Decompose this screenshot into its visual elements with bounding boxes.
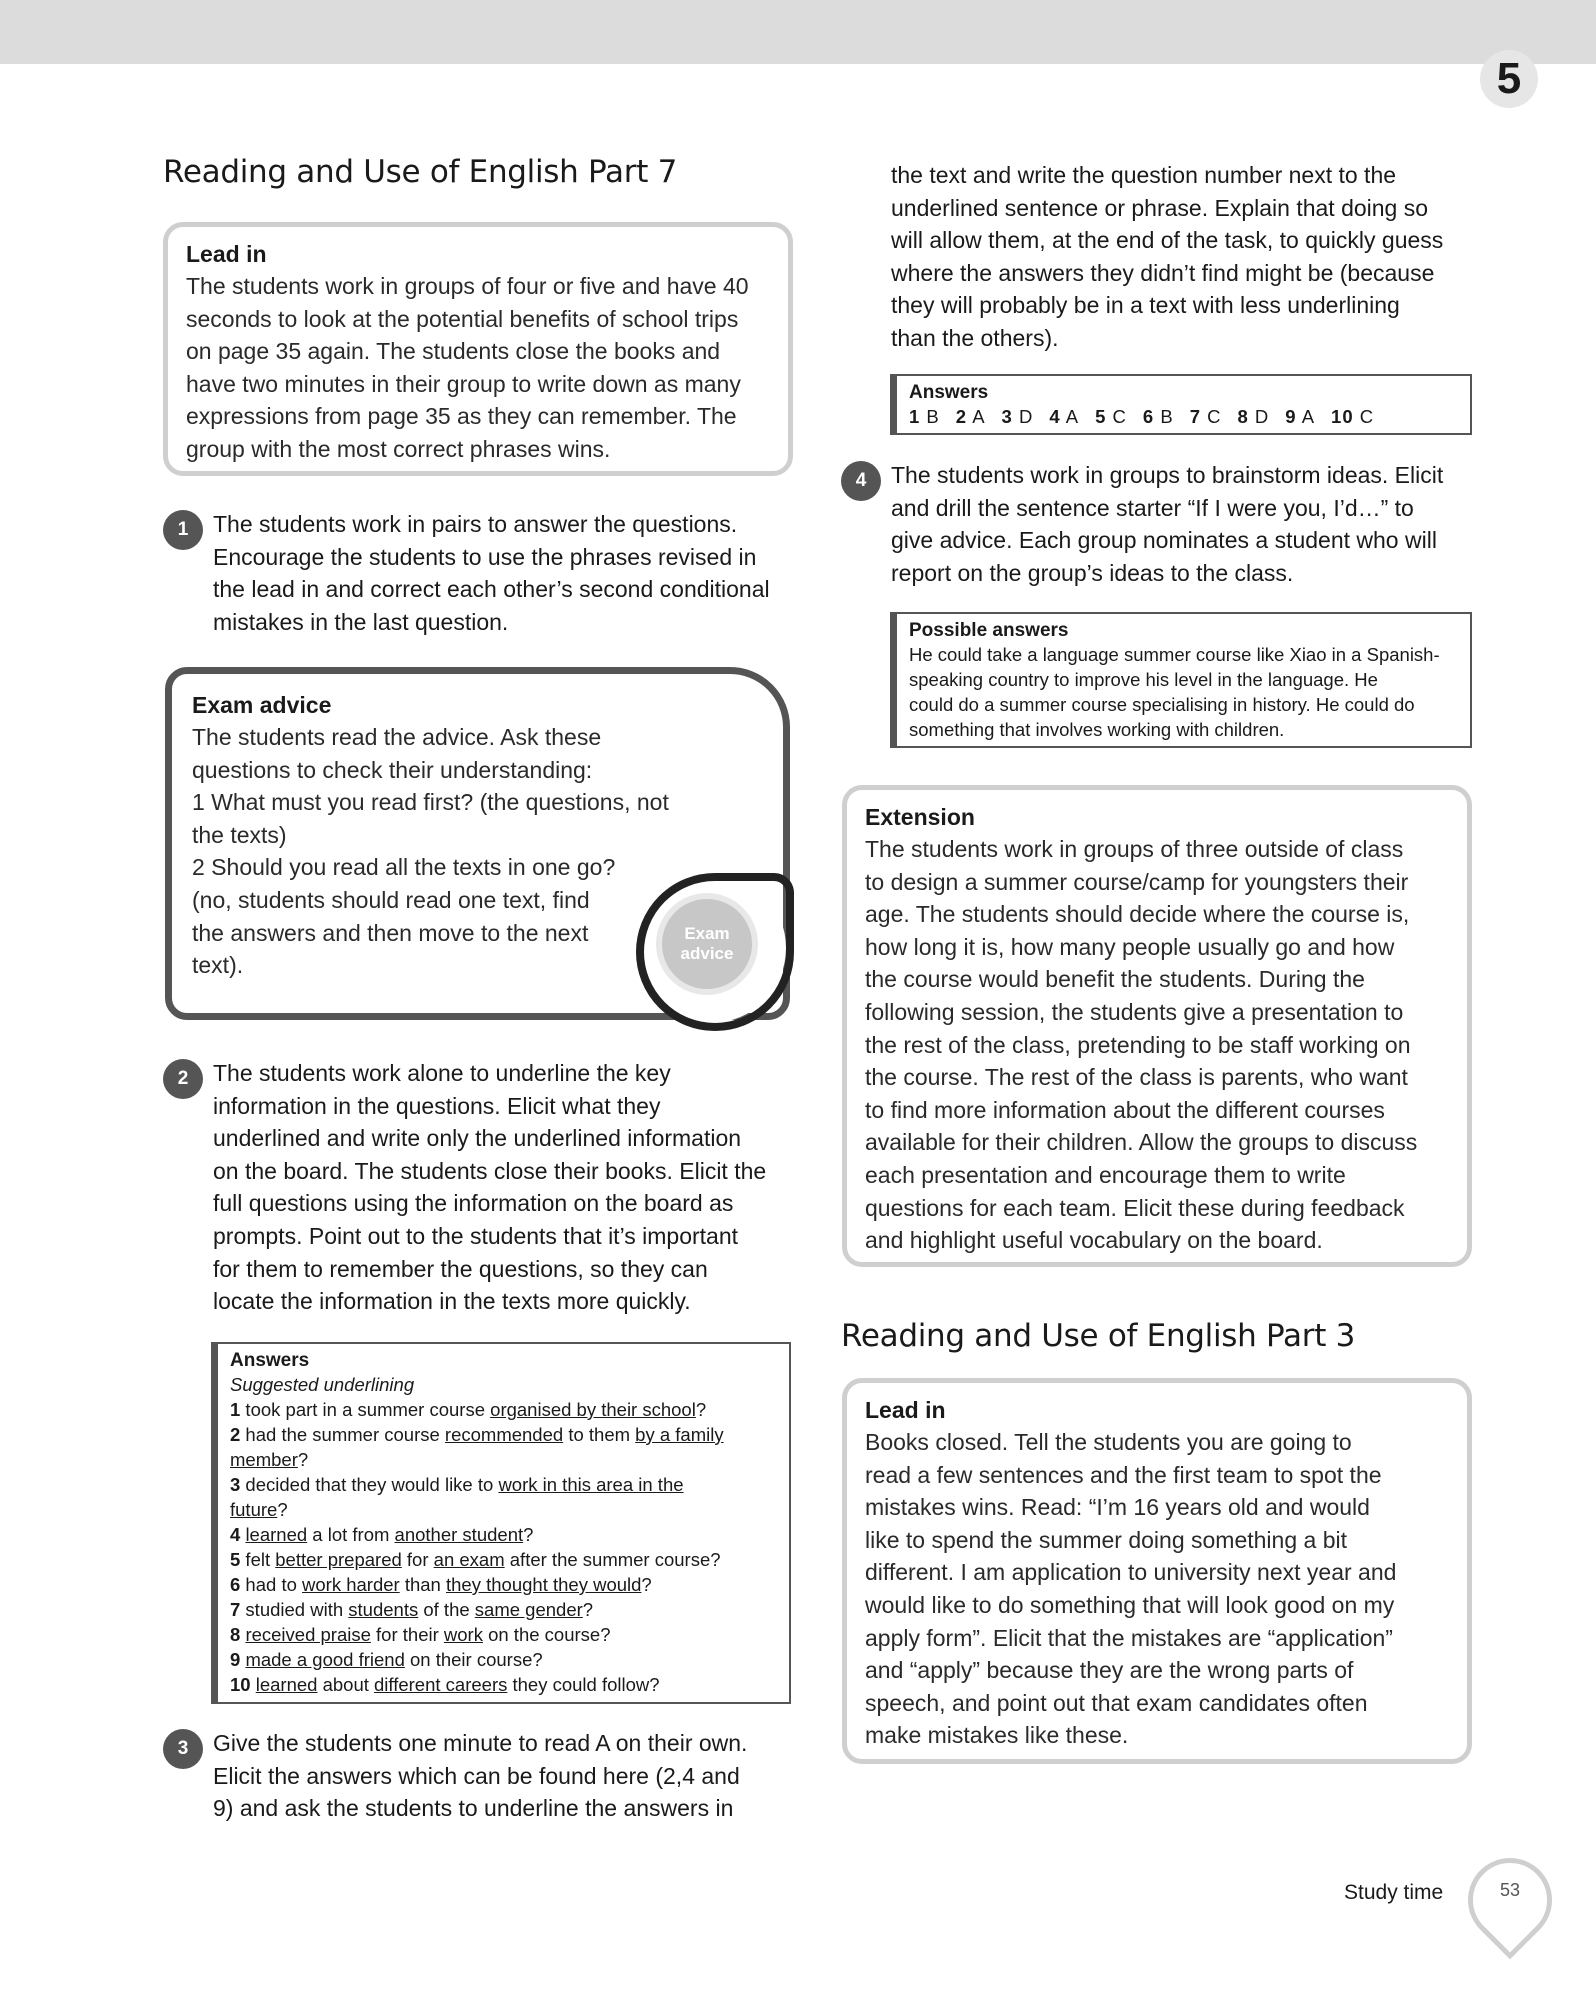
step-3-text: Give the students one minute to read A on their own. Elicit the answers which can be found here (2,4 and 9) and ask the students to underline the answers in	[213, 1730, 748, 1822]
answers-list	[230, 1397, 777, 1697]
section-heading-part3: Reading and Use of English Part 3	[841, 1318, 1356, 1354]
lead-in-2-box	[842, 1378, 1472, 1764]
answers-title: Answers	[230, 1350, 310, 1371]
answer-line: 8 received praise for their work on the course?	[230, 1624, 611, 1645]
extension-title: Extension	[865, 804, 975, 830]
answer-key-item: 6 B	[1142, 406, 1174, 427]
answer-line: future?	[230, 1499, 288, 1520]
footer-label: Study time	[1344, 1881, 1444, 1904]
possible-answers-title: Possible answers	[909, 620, 1069, 641]
answers-step2-box	[211, 1342, 791, 1704]
answer-key-item: 9 A	[1285, 406, 1316, 427]
step-2-text: The students work alone to underline the key information in the questions. Elicit what they underlined and write only the underlined information on the board. The students close their books. Elicit the full questions using the information on the board as prompts. Point out to the students that it’s important for them to remember the questions, so they can locate the information in the texts more quickly.	[213, 1060, 767, 1315]
exam-advice-icon: Exam advice	[656, 893, 758, 995]
answer-line: member?	[230, 1449, 309, 1470]
answer-line: 3 decided that they would like to work in this area in the	[230, 1474, 684, 1495]
answer-key-item: 4 A	[1049, 406, 1080, 427]
possible-answers-box: Possible answers He could take a language summer course like Xiao in a Spanish- speaking country to improve his level in the language. He could do a summer course specialising in history. He could do something that involves working with children.	[890, 612, 1472, 748]
answer-key-item: 7 C	[1189, 406, 1222, 427]
lead-in-2-body: Books closed. Tell the students you are going to read a few sentences and the first team to spot the mistakes wins. Read: “I’m 16 years old and would like to spend the summer doing something a bit different. I am application to university next year and would like to do something that will look good on my apply form”. Elicit that the mistakes are “application” and “apply” because they are the wrong parts of speech, and point out that exam candidates often make mistakes like these.	[865, 1429, 1397, 1749]
answer-line: 10 learned about different careers they could follow?	[230, 1674, 660, 1695]
answer-line: 7 studied with students of the same gender?	[230, 1599, 594, 1620]
answer-key-item: 2 A	[955, 406, 986, 427]
answer-key-item: 8 D	[1237, 406, 1270, 427]
answers-subtitle: Suggested underlining	[230, 1374, 415, 1395]
lead-in-title: Lead in	[186, 241, 267, 267]
step-1-number: 1	[163, 510, 203, 550]
exam-advice-title: Exam advice	[192, 692, 332, 718]
answer-key-item: 1 B	[909, 406, 940, 427]
exam-advice-badge	[636, 873, 786, 1023]
step-4-text: The students work in groups to brainstorm ideas. Elicit and drill the sentence starter “If I were you, I’d…” to give advice. Each group nominates a student who will report on the group’s ideas to the class.	[891, 462, 1444, 586]
lead-in-2-title: Lead in	[865, 1397, 946, 1423]
answers-step3-box	[890, 374, 1472, 435]
step-3-number: 3	[163, 1729, 203, 1769]
answer-key-item: 3 D	[1001, 406, 1034, 427]
answer-line: 4 learned a lot from another student?	[230, 1524, 534, 1545]
answer-line: 5 felt better prepared for an exam after the summer course?	[230, 1549, 721, 1570]
answers-key	[909, 404, 1458, 429]
answer-line: 2 had the summer course recommended to them by a family	[230, 1424, 724, 1445]
lead-in-box	[163, 222, 793, 476]
step-1-text: The students work in pairs to answer the questions. Encourage the students to use the phrases revised in the lead in and correct each other’s second conditional mistakes in the last question.	[213, 511, 770, 635]
answer-key-item: 5 C	[1095, 406, 1127, 427]
lead-in-body: The students work in groups of four or five and have 40 seconds to look at the potential benefits of school trips on page 35 again. The students close the books and have two minutes in their group to write down as many expressions from page 35 as they can remember. The group with the most correct phrases wins.	[186, 273, 749, 462]
unit-number-badge: 5	[1480, 50, 1538, 108]
answer-key-item: 10 C	[1331, 406, 1375, 427]
answers-title: Answers	[909, 382, 989, 403]
top-banner	[0, 0, 1596, 64]
step-4-number: 4	[841, 461, 881, 501]
step-2	[163, 1057, 803, 1318]
page-number: 53	[1499, 1880, 1521, 1900]
step-3	[163, 1727, 803, 1825]
step-4	[841, 459, 1481, 589]
answer-line: 9 made a good friend on their course?	[230, 1649, 543, 1670]
step-2-number: 2	[163, 1059, 203, 1099]
exam-advice-body: The students read the advice. Ask these questions to check their understanding: 1 What must you read first? (the questions, not the texts) 2 Should you read all the texts in one go? (no, students should read one text, find the answers and then move to the next text).	[192, 724, 669, 979]
step-3-continued: the text and write the question number next to the underlined sentence or phrase. Explain that doing so will allow them, at the end of the task, to quickly guess where the answers they didn’t find might be (because they will probably be in a text with less underlining than the others).	[891, 162, 1444, 351]
extension-box	[842, 785, 1472, 1267]
step-1	[163, 508, 803, 638]
section-heading-part7: Reading and Use of English Part 7	[163, 154, 678, 190]
answer-line: 1 took part in a summer course organised by their school?	[230, 1399, 707, 1420]
answer-line: 6 had to work harder than they thought they would?	[230, 1574, 652, 1595]
extension-body: The students work in groups of three outside of class to design a summer course/camp for youngsters their age. The students should decide where the course is, how long it is, how many people usually go and how the course would benefit the students. During the following session, the students give a presentation to the rest of the class, pretending to be staff working on the course. The rest of the class is parents, who want to find more information about the different courses available for their children. Allow the groups to discuss each presentation and encourage them to write questions for each team. Elicit these during feedback and highlight useful vocabulary on the board.	[865, 836, 1418, 1254]
